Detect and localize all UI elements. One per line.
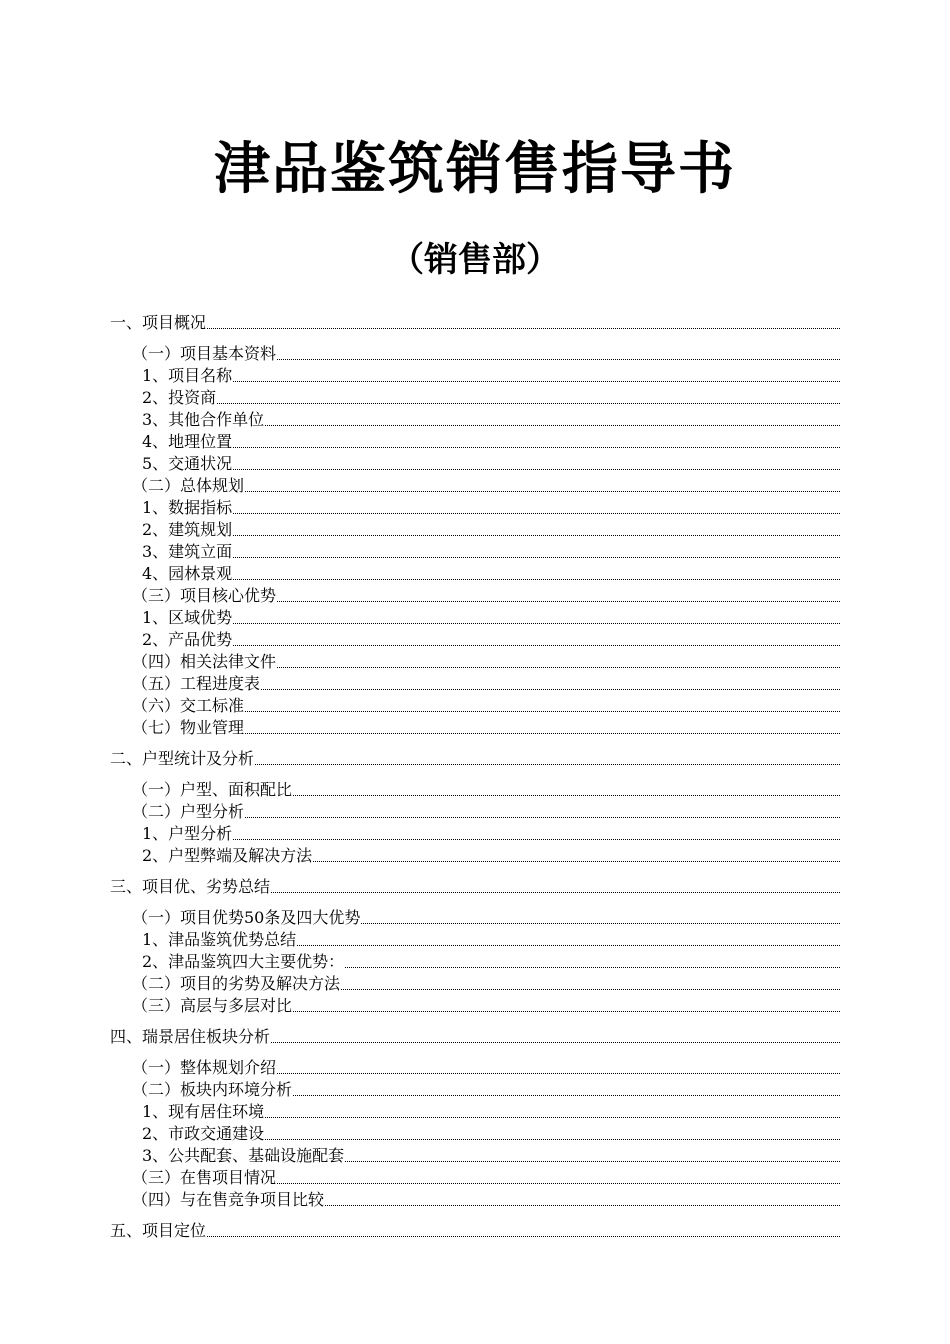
toc-entry-label: （四）相关法律文件 — [132, 652, 277, 671]
toc-dot-leader — [245, 817, 840, 818]
toc-entry — [110, 562, 840, 584]
toc-entry — [110, 474, 840, 496]
toc-entry-label: 1、项目名称 — [142, 366, 233, 385]
toc-entry-label: 5、交通状况 — [142, 454, 233, 473]
toc-entry — [110, 972, 840, 994]
toc-entry-label: 1、区域优势 — [142, 608, 233, 627]
toc-dot-leader — [233, 623, 840, 624]
toc-entry — [110, 518, 840, 540]
toc-entry — [110, 994, 840, 1016]
toc-entry-label: （二）项目的劣势及解决方法 — [132, 974, 341, 993]
toc-entry — [110, 672, 840, 694]
toc-entry-label: 2、建筑规划 — [142, 520, 233, 539]
toc-dot-leader — [277, 601, 840, 602]
toc-entry — [110, 496, 840, 518]
toc-dot-leader — [277, 667, 840, 668]
toc-entry — [110, 584, 840, 606]
toc-dot-leader — [265, 425, 840, 426]
document-subtitle: （销售部） — [390, 240, 560, 280]
toc-entry — [110, 386, 840, 408]
toc-entry-label: 1、数据指标 — [142, 498, 233, 517]
toc-entry — [110, 1219, 840, 1241]
toc-dot-leader — [265, 1139, 840, 1140]
toc-entry — [110, 1188, 840, 1210]
toc-dot-leader — [277, 1073, 840, 1074]
toc-entry-label: 3、建筑立面 — [142, 542, 233, 561]
toc-dot-leader — [217, 403, 840, 404]
toc-entry — [110, 1166, 840, 1188]
toc-entry-label: （二）户型分析 — [132, 802, 245, 821]
toc-entry-label: （一）项目优势50条及四大优势 — [132, 908, 361, 927]
toc-dot-leader — [345, 1161, 840, 1162]
toc-entry-label: 4、地理位置 — [142, 432, 233, 451]
toc-entry — [110, 342, 840, 364]
toc-entry-label: （五）工程进度表 — [132, 674, 261, 693]
toc-entry-label: 二、户型统计及分析 — [110, 749, 255, 768]
toc-entry — [110, 364, 840, 386]
toc-entry — [110, 1025, 840, 1047]
toc-entry-label: （二）总体规划 — [132, 476, 245, 495]
toc-entry-label: 1、津品鉴筑优势总结 — [142, 930, 297, 949]
toc-entry — [110, 800, 840, 822]
toc-entry-label: 3、其他合作单位 — [142, 410, 265, 429]
toc-dot-leader — [293, 795, 840, 796]
toc-dot-leader — [277, 359, 840, 360]
toc-dot-leader — [255, 764, 840, 765]
toc-entry-label: （一）整体规划介绍 — [132, 1058, 277, 1077]
toc-entry-label: 2、投资商 — [142, 388, 217, 407]
toc-entry — [110, 311, 840, 333]
document-title: 津品鉴筑销售指导书 — [214, 137, 736, 202]
toc-entry — [110, 1078, 840, 1100]
toc-entry-label: （六）交工标准 — [132, 696, 245, 715]
toc-dot-leader — [207, 1236, 840, 1237]
toc-entry-label: （一）项目基本资料 — [132, 344, 277, 363]
toc-entry-label: （二）板块内环境分析 — [132, 1080, 293, 1099]
toc-dot-leader — [207, 328, 840, 329]
toc-dot-leader — [233, 579, 840, 580]
toc-entry — [110, 606, 840, 628]
toc-entry-label: （三）在售项目情况 — [132, 1168, 277, 1187]
toc-dot-leader — [261, 689, 840, 690]
toc-dot-leader — [293, 1095, 840, 1096]
toc-dot-leader — [361, 923, 840, 924]
toc-entry — [110, 650, 840, 672]
toc-dot-leader — [345, 967, 840, 968]
toc-dot-leader — [341, 989, 840, 990]
toc-entry — [110, 716, 840, 738]
toc-dot-leader — [233, 381, 840, 382]
toc-dot-leader — [233, 535, 840, 536]
toc-entry-label: 四、瑞景居住板块分析 — [110, 1027, 271, 1046]
toc-entry — [110, 694, 840, 716]
toc-dot-leader — [233, 557, 840, 558]
toc-dot-leader — [265, 1117, 840, 1118]
toc-entry-label: 五、项目定位 — [110, 1221, 207, 1240]
toc-dot-leader — [233, 447, 840, 448]
toc-entry-label: 3、公共配套、基础设施配套 — [142, 1146, 345, 1165]
toc-entry-label: 2、津品鉴筑四大主要优势： — [142, 952, 345, 971]
toc-dot-leader — [245, 711, 840, 712]
toc-dot-leader — [233, 469, 840, 470]
toc-dot-leader — [271, 1042, 840, 1043]
toc-dot-leader — [245, 733, 840, 734]
toc-entry-label: （一）户型、面积配比 — [132, 780, 293, 799]
toc-dot-leader — [245, 491, 840, 492]
toc-entry — [110, 875, 840, 897]
toc-entry — [110, 452, 840, 474]
toc-entry-label: （七）物业管理 — [132, 718, 245, 737]
toc-dot-leader — [325, 1205, 840, 1206]
toc-dot-leader — [233, 839, 840, 840]
toc-entry — [110, 1122, 840, 1144]
toc-entry-label: 2、市政交通建设 — [142, 1124, 265, 1143]
toc-dot-leader — [233, 645, 840, 646]
toc-entry — [110, 1144, 840, 1166]
toc-entry-label: 一、项目概况 — [110, 313, 207, 332]
toc-entry — [110, 928, 840, 950]
toc-entry — [110, 1100, 840, 1122]
toc-dot-leader — [297, 945, 840, 946]
toc-entry — [110, 844, 840, 866]
toc-entry — [110, 906, 840, 928]
toc-entry-label: 2、产品优势 — [142, 630, 233, 649]
toc-entry-label: （三）项目核心优势 — [132, 586, 277, 605]
toc-entry-label: （四）与在售竞争项目比较 — [132, 1190, 325, 1209]
toc-entry-label: 4、园林景观 — [142, 564, 233, 583]
toc-entry — [110, 950, 840, 972]
toc-entry — [110, 822, 840, 844]
toc-dot-leader — [293, 1011, 840, 1012]
toc-entry — [110, 430, 840, 452]
toc-dot-leader — [271, 892, 840, 893]
toc-entry-label: 三、项目优、劣势总结 — [110, 877, 271, 896]
toc-dot-leader — [233, 513, 840, 514]
toc-entry — [110, 778, 840, 800]
toc-entry — [110, 747, 840, 769]
toc-entry — [110, 628, 840, 650]
toc-entry-label: 1、户型分析 — [142, 824, 233, 843]
toc-entry-label: 2、户型弊端及解决方法 — [142, 846, 313, 865]
toc-entry — [110, 1056, 840, 1078]
toc-entry — [110, 408, 840, 430]
toc-entry-label: （三）高层与多层对比 — [132, 996, 293, 1015]
toc-dot-leader — [277, 1183, 840, 1184]
toc-entry-label: 1、现有居住环境 — [142, 1102, 265, 1121]
toc-entry — [110, 540, 840, 562]
toc-dot-leader — [313, 861, 840, 862]
